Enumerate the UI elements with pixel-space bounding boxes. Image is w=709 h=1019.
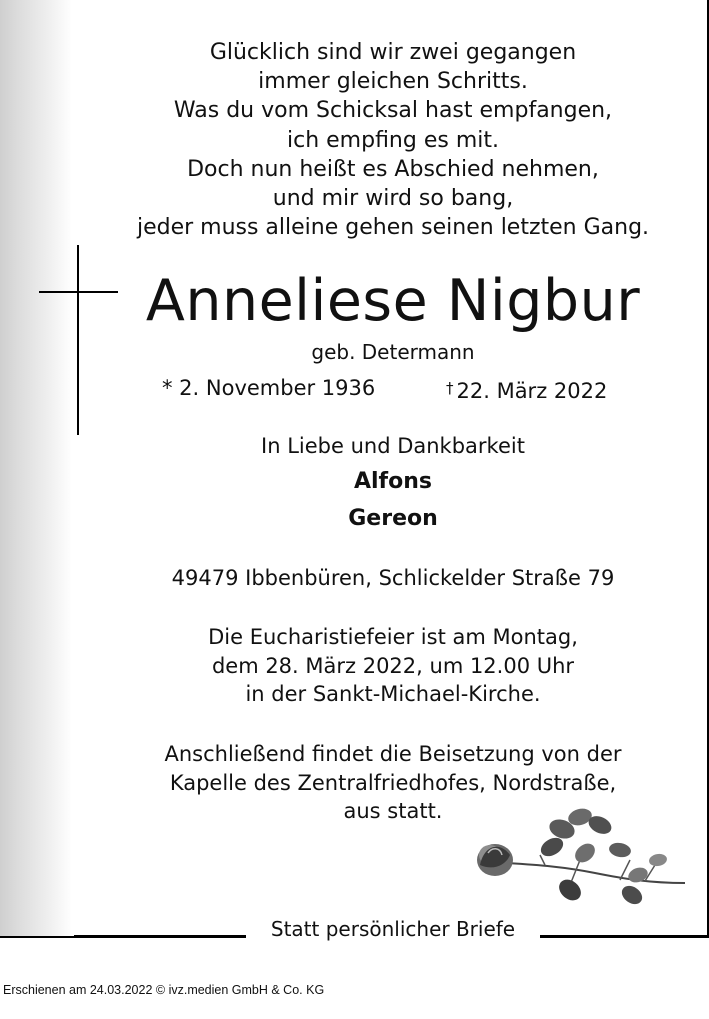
footer-note: Statt persönlicher Briefe bbox=[246, 915, 540, 943]
mass-line: dem 28. März 2022, um 12.00 Uhr bbox=[211, 653, 575, 678]
cross-vertical-bar bbox=[77, 245, 79, 435]
maiden-name: geb. Determann bbox=[311, 340, 475, 364]
poem-line: Was du vom Schicksal hast empfangen, bbox=[173, 98, 613, 124]
mourner-name: Gereon bbox=[348, 506, 438, 531]
poem-line: ich empfing es mit. bbox=[287, 127, 499, 153]
dagger-icon: † bbox=[446, 379, 454, 397]
mourner-name: Alfons bbox=[353, 469, 432, 494]
poem-line: immer gleichen Schritts. bbox=[258, 69, 528, 95]
birth-date: * 2. November 1936 bbox=[162, 376, 376, 400]
rose-icon bbox=[470, 805, 690, 913]
poem-line: Doch nun heißt es Abschied nehmen, bbox=[187, 156, 599, 182]
address: 49479 Ibbenbüren, Schlickelder Straße 79 bbox=[171, 566, 615, 590]
mourners-intro: In Liebe und Dankbarkeit bbox=[261, 434, 525, 458]
footer-rule-left bbox=[74, 935, 246, 937]
poem-line: und mir wird so bang, bbox=[272, 186, 514, 212]
death-date: 22. März 2022 bbox=[456, 379, 608, 403]
mass-line: in der Sankt-Michael-Kirche. bbox=[245, 682, 541, 706]
left-shade-gradient bbox=[0, 0, 72, 936]
poem-line: jeder muss alleine gehen seinen letzten Gang. bbox=[136, 215, 650, 241]
burial-line: Anschließend findet die Beisetzung von der bbox=[164, 742, 622, 766]
mass-info bbox=[80, 623, 706, 709]
poem bbox=[80, 38, 706, 242]
deceased-name: Anneliese Nigbur bbox=[145, 268, 641, 334]
publication-credit: Erschienen am 24.03.2022 © ivz.medien GmbH & Co. KG bbox=[3, 983, 325, 997]
burial-line: aus statt. bbox=[343, 799, 443, 823]
poem-line: Glücklich sind wir zwei gegangen bbox=[209, 40, 577, 65]
death-date-line bbox=[446, 374, 607, 405]
mass-line: Die Eucharistiefeier ist am Montag, bbox=[208, 625, 578, 649]
burial-line: Kapelle des Zentralfriedhofes, Nordstraße, bbox=[169, 770, 617, 795]
footer-rule-right bbox=[540, 935, 708, 937]
